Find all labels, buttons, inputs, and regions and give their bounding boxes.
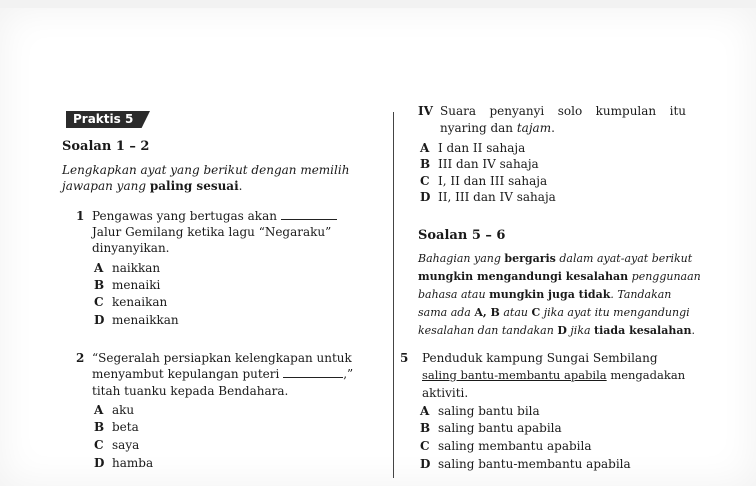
question-5-line-3: aktiviti. bbox=[422, 386, 469, 400]
answer-blank bbox=[283, 367, 343, 378]
instruction-2-line-5: kesalahan dan tandakan D jika tiada kesalahan. bbox=[418, 324, 695, 337]
section-badge-label: Praktis 5 bbox=[73, 112, 134, 126]
column-divider bbox=[393, 112, 394, 478]
q2-option-c[interactable]: C saya bbox=[94, 438, 140, 452]
question-5-number: 5 bbox=[400, 351, 409, 365]
instruction-2-line-3: bahasa atau mungkin juga tidak. Tandakan bbox=[418, 288, 672, 301]
instruction-2-line-1: Bahagian yang bergaris dalam ayat-ayat berikut bbox=[418, 252, 693, 265]
q1-option-c[interactable]: C kenaikan bbox=[94, 295, 168, 309]
underlined-phrase: saling bantu-membantu apabila bbox=[422, 368, 607, 382]
statement-iv-line-1: Suara penyanyi solo kumpulan itu bbox=[440, 104, 686, 118]
q5-option-b[interactable]: B saling bantu apabila bbox=[420, 421, 562, 435]
q5-option-c[interactable]: C saling membantu apabila bbox=[420, 439, 592, 453]
question-5-line-2: saling bantu-membantu apabila mengadakan bbox=[422, 368, 686, 382]
question-1-line-2: Jalur Gemilang ketika lagu “Negaraku” bbox=[92, 225, 332, 239]
statement-iv-number: IV bbox=[418, 104, 433, 118]
q2-option-b[interactable]: B beta bbox=[94, 420, 139, 434]
question-1-line-1: Pengawas yang bertugas akan bbox=[92, 209, 337, 224]
instruction-2-line-2: mungkin mengandungi kesalahan penggunaan bbox=[418, 270, 701, 283]
question-1-line-3: dinyanyikan. bbox=[92, 241, 170, 255]
question-5-line-1: Penduduk kampung Sungai Sembilang bbox=[422, 351, 658, 365]
q1-option-a[interactable]: A naikkan bbox=[94, 261, 161, 275]
prev-option-d[interactable]: D II, III dan IV sahaja bbox=[420, 190, 556, 204]
section-heading-2: Soalan 5 – 6 bbox=[418, 228, 506, 243]
prev-option-c[interactable]: C I, II dan III sahaja bbox=[420, 174, 548, 188]
prev-option-b[interactable]: B III dan IV sahaja bbox=[420, 157, 539, 171]
question-2-line-1: “Segeralah persiapkan kelengkapan untuk bbox=[92, 351, 352, 365]
question-2-line-3: titah tuanku kepada Bendahara. bbox=[92, 384, 289, 398]
q1-option-d[interactable]: D menaikkan bbox=[94, 313, 179, 327]
section-heading-1: Soalan 1 – 2 bbox=[62, 139, 150, 154]
q2-option-a[interactable]: A aku bbox=[94, 403, 135, 417]
instruction-2-line-4: sama ada A, B atau C jika ayat itu mengandungi bbox=[418, 306, 690, 319]
question-1-number: 1 bbox=[76, 209, 85, 223]
q5-option-d[interactable]: D saling bantu-membantu apabila bbox=[420, 457, 631, 471]
q5-option-a[interactable]: A saling bantu bila bbox=[420, 404, 540, 418]
instruction-1: Lengkapkan ayat yang berikut dengan memilih bbox=[62, 163, 350, 177]
q1-option-b[interactable]: B menaiki bbox=[94, 278, 161, 292]
answer-blank bbox=[281, 209, 337, 220]
instruction-1-cont: jawapan yang paling sesuai. bbox=[62, 179, 243, 193]
question-2-number: 2 bbox=[76, 351, 85, 365]
prev-option-a[interactable]: A I dan II sahaja bbox=[420, 141, 526, 155]
question-2-line-2: menyambut kepulangan puteri ,” bbox=[92, 367, 354, 381]
q2-option-d[interactable]: D hamba bbox=[94, 456, 154, 470]
statement-iv-line-2: nyaring dan tajam. bbox=[440, 121, 555, 135]
